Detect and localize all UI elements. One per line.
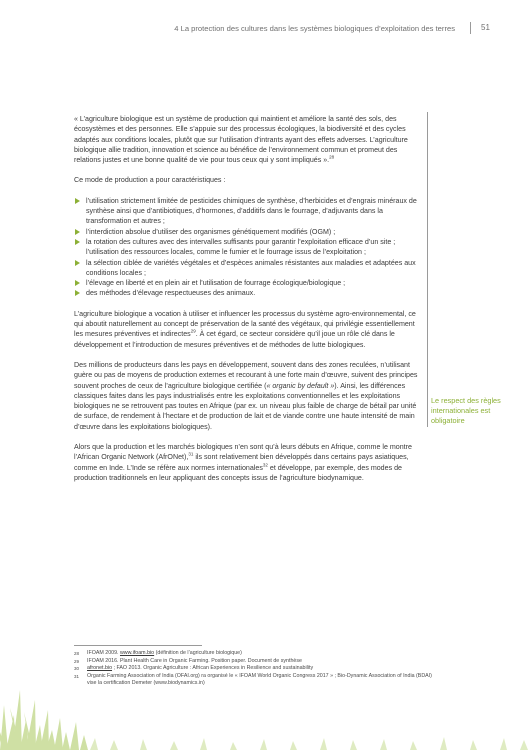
triangle-bullet-icon [75,280,80,286]
paragraph-producers: Des millions de producteurs dans les pays en développement, souvent dans des zones reculées, n’utilisant guère ou pas de moyens de production externes et recourant à une forte main d’œuvre, suivent des principes souvent proches de ceux de l’agriculture biologique certifiée (« organic by default »). Ainsi, les différences classiques faites dans les pays industrialisés entre les exploitations conventionnelles et les exploitations biologiques ne se retrouvent pas toutes en Afrique (par ex. un niveau plus faible de charge de bétail par unité de surface, de rendement à l’hectare et de production de lait et de viande contre une haute intensité de main d’œuvre dans les exploitations biologiques). [74,360,418,431]
footnote-ref[interactable]: 29 [190,328,196,334]
footnote: 30 afronet.bio ; FAO 2013. Organic Agriculture : African Experiences in Resilience and sustainability [74,665,314,672]
footnote-number: 30 [74,666,80,672]
footnote: 29 IFOAM 2016. Plant Health Care in Organic Farming. Position paper. Document de synthèse [74,657,302,664]
list-item: la sélection ciblée de variétés végétales et d’espèces animales résistantes aux maladies et adaptées aux conditions locales ; [74,258,424,279]
paragraph-vocation: L’agriculture biologique a vocation à utiliser et influencer les processus du système agro-environnemental, ce qui aboutit naturellement au concept de préservation de la santé des végétaux, qui privilégie essentiellement les mesures préventives et indirectes$^{29}$. À cet égard, ce secteur considère qu’il joue un rôle clé dans le développement et l’introduction de mesures préventives et de méthodes de lutte biologiques. [74,309,416,349]
footnote-ref[interactable]: 28 [329,154,335,160]
list-item: des méthodes d’élevage respectueuses des animaux. [74,288,424,298]
page-number: 51 [481,23,490,32]
definition-quote [74,114,424,165]
quote-text: « L’agriculture biologique est un système de production qui maintient et améliore la santé des sols, des écosystèmes et des personnes. Elle s’appuie sur des processus écologiques, la biodiversité et des cycles adaptés aux conditions locales, plutôt que sur l’utilisation d’intrants ayant des effets adverses. L’agriculture biologique allie tradition, innovation et science au bénéfice de l’environnement commun et promeut des relations justes et une bonne qualité de vie pour tous ceux qui y sont impliqués ». [74,115,408,165]
footnote-ref[interactable]: 31 [188,451,194,457]
sidebar-note: Le respect des règles internationales est obligatoire [431,396,501,425]
chapter-title: 4 La protection des cultures dans les systèmes biologiques d’exploitation des terres [174,24,455,33]
footnote-number: 31 [74,673,80,679]
intro-line: Ce mode de production a pour caractéristiques : [74,176,226,185]
sidebar-divider [427,112,428,427]
characteristics-list [74,196,424,299]
triangle-bullet-icon [75,260,80,266]
paragraph-africa: Alors que la production et les marchés biologiques n’en sont qu’à leurs débuts en Afrique, comme le montre l’African Organic Network (AfrONet),$^{31}$ ils sont relativement bien développés dans certains pays asiatiques, comme en Inde. L’Inde se réfère aux normes internationales$^{32}$ et développe, par exemple, des modes de production traditionnels en leur appliquant des concepts issus de l’agriculture biodynamique. [74,443,412,482]
page-header [0,20,530,40]
footnote-number: 29 [74,658,80,664]
list-item: l’élevage en liberté et en plein air et l’utilisation de fourrage écologique/biologique ; [74,278,424,288]
list-item: la rotation des cultures avec des intervalles suffisants pour garantir l’exploitation efficace d’un site ; l’utilisation des ressources locales, comme le fumier et le fourrage issus de l’exploitation ; [74,237,424,258]
footnote-link[interactable]: www.ifoam.bio [119,650,155,656]
footnote: 31 Organic Farming Association of India (OFAI.org) ra organisé le « IFOAM World Organic Congress 2017 » ; Bio-Dynamic Association of India (BDAI) vise la certification Demeter (www.biodynamics.in) [74,672,432,687]
list-item: l’interdiction absolue d’utiliser des organismes génétiquement modifiés (OGM) ; [74,227,424,237]
footnote-divider [74,645,202,646]
grass-decoration [0,657,530,750]
italic-term: « organic by default » [266,381,335,390]
triangle-bullet-icon [75,239,80,245]
triangle-bullet-icon [75,198,80,204]
main-text-column [74,114,424,493]
footnote-ref[interactable]: 32 [262,462,268,468]
footnote-link[interactable]: afronet.bio [87,665,113,672]
footnote: 28 IFOAM 2009. www.ifoam.bio (définition de l’agriculture biologique) [74,650,242,656]
triangle-bullet-icon [75,229,80,235]
header-divider [470,22,471,34]
footnote-number: 28 [74,651,80,656]
triangle-bullet-icon [75,290,80,296]
list-item: l’utilisation strictement limitée de pesticides chimiques de synthèse, d’herbicides et d’engrais minéraux de synthèse ainsi que d’antibiotiques, d’hormones, d’additifs dans le fourrage, d’adjuvants dans la transformation et autres ; [74,196,424,227]
